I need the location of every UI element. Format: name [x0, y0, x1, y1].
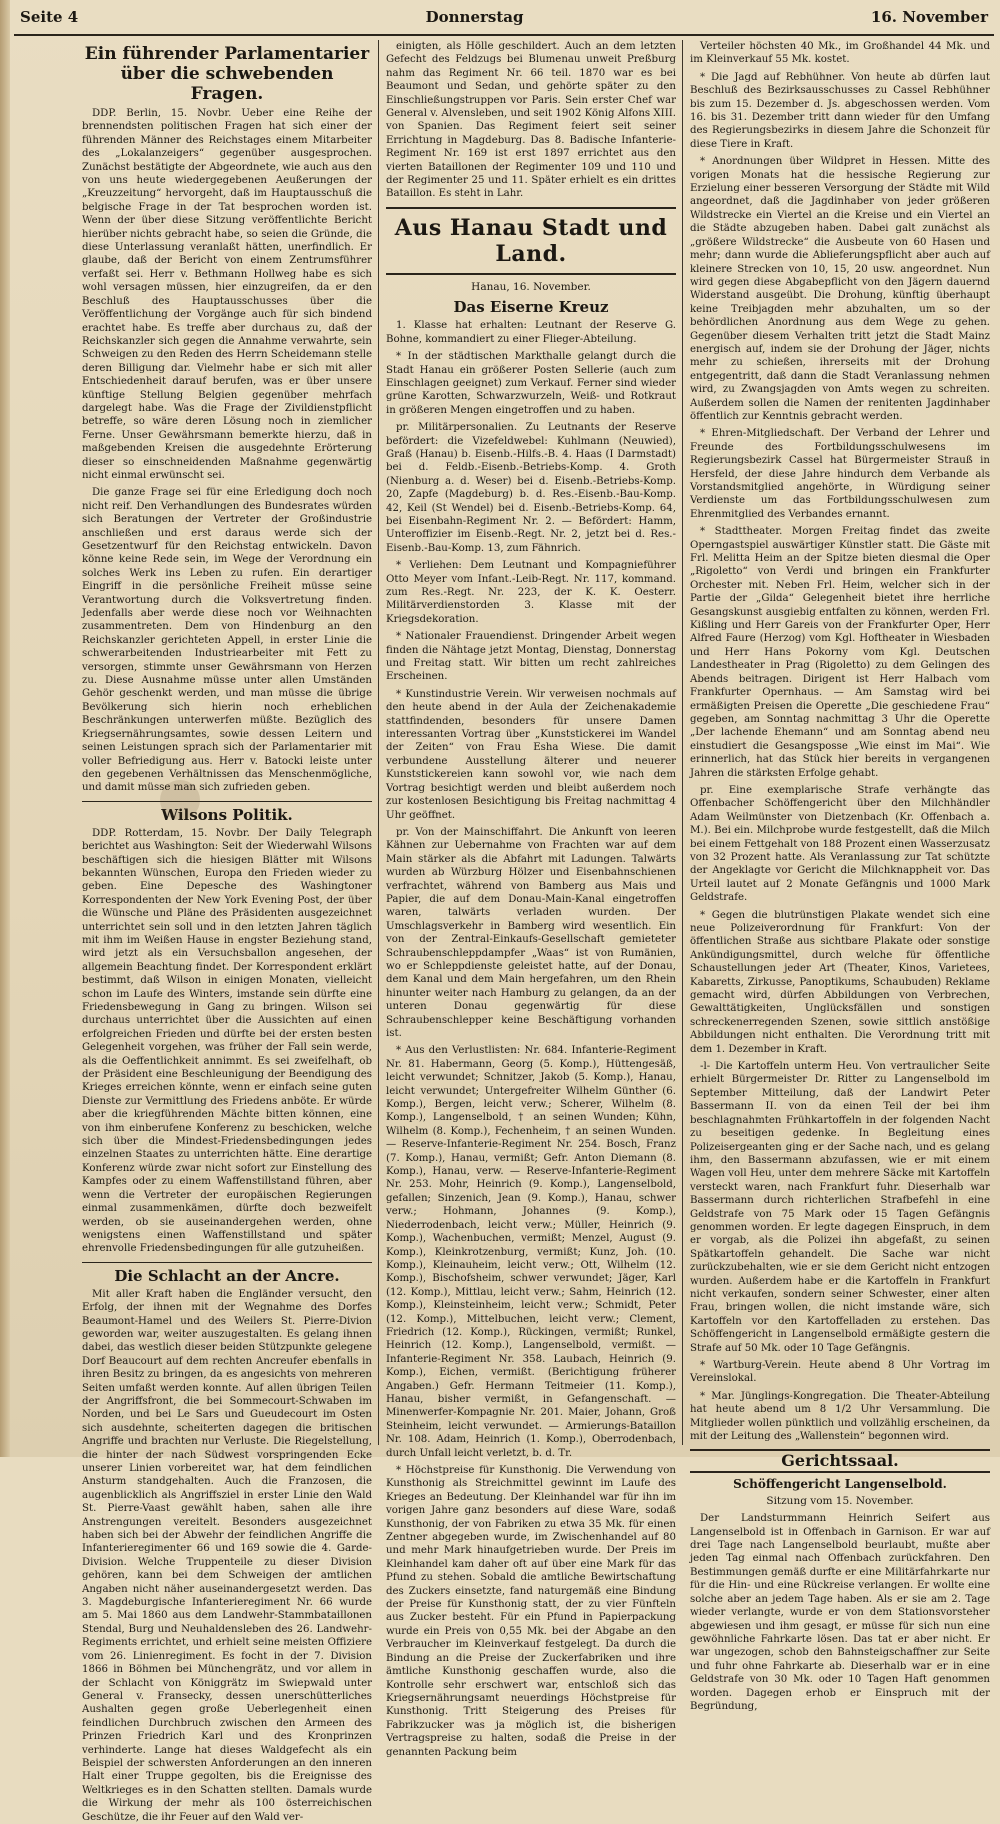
headline-parlamentarier: Ein führender Parlamentarier über die schwebenden Fragen. [84, 44, 370, 104]
article-paragraph: * Gegen die blutrünstigen Plakate wendet sich eine neue Polizeiverordnung für Frankfurt: Von der öffentlichen Straße aus sichtbare Plakate oder sonstige Ankündigungsmittel, durch welche für öffentliche Schaustellungen jeder Art (Theater, Kinos, Varietees, Kabaretts, Zirkusse, Panoptikums, Schaubuden) Reklame gemacht wird, dürfen Abbildungen von Verbrechen, Gewalttätigkeiten, Unglücksfällen und sonstigen schreckenerregenden Szenen, sowie sittlich anstößige Abbildungen nicht enthalten. Die Verordnung tritt mit dem 1. Dezember in Kraft. [690, 909, 990, 1055]
article-paragraph: * Die Jagd auf Rebhühner. Von heute ab dürfen laut Beschluß des Bezirksausschusses zu Cassel Rebhühner bis zum 15. Dezember d. Js. abgeschossen werden. Vom 16. bis 31. Dezember tritt dann wieder für den Umfang des Regierungsbezirks in diesem Jahre die Schonzeit für diese Tiere in Kraft. [690, 71, 990, 150]
article-paragraph: 1. Klasse hat erhalten: Leutnant der Reserve G. Bohne, kommandiert zu einer Flieger-Abteilung. [386, 320, 676, 345]
article-paragraph: * Nationaler Frauendienst. Dringender Arbeit wegen finden die Nähtage jetzt Montag, Dienstag, Donnerstag und Freitag statt. Wir bitten um recht zahlreiches Erscheinen. [386, 631, 676, 683]
article-paragraph: * Verliehen: Dem Leutnant und Kompagnieführer Otto Meyer vom Infant.-Leib-Regt. Nr. 117, kommand. zum Res.-Regt. Nr. 223, der K. K. Oesterr. Militärverdienstorden 3. Klasse mit der Kriegsdekoration. [386, 560, 676, 625]
section-title-hanau: Aus Hanau Stadt und Land. [386, 207, 676, 275]
article-paragraph: Der Landsturmmann Heinrich Seifert aus Langenselbold ist in Offenbach in Garnison. Er war auf drei Tage nach Langenselbold beurlaubt, mußte aber jeden Tag einmal nach Offenbach zurückfahren. Den Bestimmungen gemäß durfte er eine Militärfahrkarte nur für die Hin- und eine Rückreise verlangen. Er wollte eine solche aber an jedem Tage haben. Als er sie am 2. Tage wieder verlangte, wurde er von dem Stationsvorsteher abgewiesen und ihm gesagt, er müsse für sich nun eine gewöhnliche Fahrkarte lösen. Das tat er aber nicht. Er war ungezogen, schob den Bahnsteigschaffner zur Seite und fuhr ohne Fahrkarte ab. Dieserhalb war er in eine Geldstrafe von 30 Mk. oder 10 Tagen Haft genommen worden. Dagegen erhob er Einspruch mit der Begründung, [690, 1513, 990, 1712]
article-paragraph: * Wartburg-Verein. Heute abend 8 Uhr Vortrag im Vereinslokal. [690, 1360, 990, 1385]
session-date: Sitzung vom 15. November. [766, 1494, 914, 1507]
headline-ancre: Die Schlacht an der Ancre. [82, 1262, 372, 1285]
page-header [14, 0, 994, 36]
article-paragraph: * Stadttheater. Morgen Freitag findet das zweite Operngastspiel auswärtiger Künstler statt. Die Gäste mit Frl. Melitta Heim an der Spitze bieten diesmal die Oper „Rigoletto“ von Verdi und bringen ein Frankfurter Orchester mit. Neben Frl. Heim, welcher sich in der Partie der „Gilda“ Gelegenheit bietet ihre herrliche Gesangskunst ausgiebig entfalten zu können, werden Frl. Kißling und Herr Gareis von der Frankfurter Oper, Herr Alfred Faure (Herzog) vom Kgl. Hoftheater in Wiesbaden und Herr Hans Pokorny vom Kgl. Deutschen Landestheater in Prag (Rigoletto) zu dem Gelingen des Abends beitragen. Dirigent ist Herr Halbach vom Frankfurter Opernhaus. — Am Samstag wird bei ermäßigten Preisen die Operette „Die geschiedene Frau“ gegeben, am Sonntag nachmittag 3 Uhr die Operette „Der lachende Ehemann“ und am Sonntag abend neu einstudiert die Gesangsposse „Wie einst im Mai“. Wie erinnerlich, hat das Stück hier bereits in vergangenen Jahren die stärksten Erfolge gehabt. [690, 526, 990, 779]
column-rule [682, 40, 683, 1445]
article-paragraph: * Anordnungen über Wildpret in Hessen. Mitte des vorigen Monats hat die hessische Regierung zur Erzielung einer besseren Versorgung der Städte mit Wild angeordnet, daß die Jagdinhaber von jeder größeren Wildstrecke ein Viertel an die Kreise und ein Viertel an die Städte abzugeben haben. Dabei galt zunächst als „größere Wildstrecke“ die Ausbeute von 60 Hasen und mehr; dann wurde die Ablieferungspflicht aber auch auf kleinere Strecken von 10, 15, 20 usw. angeordnet. Nun wird gegen diese Abgabepflicht von den Jägern dauernd Widerstand ausgeübt. Die Drohung, künftig überhaupt keine Treibjagden mehr abzuhalten, um so der behördlichen Anordnung aus dem Wege zu gehen. Gegenüber diesem Verhalten tritt jetzt die Stadt Mainz energisch auf, indem sie der Drohung der Jäger, nichts mehr zu schießen, ihrerseits mit der Drohung entgegentritt, daß dann die Stadt Veranlassung nehmen wird, zu Zwangsjagden von Amts wegen zu schreiten. Außerdem sollen die Namen der renitenten Jagdinhaber öffentlich zur Kenntnis gebracht werden. [690, 156, 990, 422]
column-3 [690, 40, 990, 1712]
header-date: 16. November [870, 8, 988, 26]
article-paragraph: Verteiler höchsten 40 Mk., im Großhandel 44 Mk. und im Kleinverkauf 55 Mk. kostet. [690, 41, 990, 66]
weekday: Donnerstag [425, 8, 524, 26]
column-1 [82, 40, 372, 1823]
article-paragraph: -l- Die Kartoffeln unterm Heu. Von vertraulicher Seite erhielt Bürgermeister Dr. Ritter zu Langenselbold im September Mitteilung, daß der Landwirt Peter Bassermann II. von da einen Teil der bei ihm beschlagnahmten Frühkartoffeln in der folgenden Nacht zu beseitigen gedenke. In Begleitung eines Polizeisergeanten ging er der Sache nach, und es gelang ihm, den Bassermann abzufassen, wie er mit einem Wagen voll Heu, unter dem mehrere Säcke mit Kartoffeln versteckt waren, nach Frankfurt fuhr. Dieserhalb war Bassermann durch richterlichen Strafbefehl in eine Geldstrafe von 75 Mark oder 15 Tagen Gefängnis genommen worden. Er legte dagegen Einspruch, in dem er vorgab, als die Polizei ihn abgefaßt, zu seinen Spätkartoffeln gehandelt. Die Sache war nicht zurückzubehalten, wie er sie dem Gericht nicht entzogen wurden. Außerdem habe er die Kartoffeln in Frankfurt nicht verkaufen, sondern seiner Schwester, einer alten Frau, bringen wollen, die nicht imstande wäre, sich Kartoffeln vor den Kartoffelladen zu erstehen. Das Schöffengericht in Langenselbold ermäßigte gestern die Strafe auf 50 Mk. oder 10 Tage Gefängnis. [690, 1061, 990, 1354]
column-rule [378, 40, 379, 1445]
article-paragraph: pr. Militärpersonalien. Zu Leutnants der Reserve befördert: die Vizefeldwebel: Kuhlmann (Neuwied), Graß (Hanau) b. Eisenb.-Hilfs.-B. 4. Haas (I Darmstadt) bei d. Feldb.-Eisenb.-Betriebs-Komp. 4. Groth (Nienburg a. d. Weser) bei d. Eisenb.-Betriebs-Komp. 20, Zapfe (Magdeburg) b. d. Res.-Eisenb.-Bau-Komp. 42, Keil (St Wendel) bei d. Eisenb.-Betriebs-Komp. 64, bei Eisenbahn-Regiment Nr. 2. — Befördert: Hamm, Unteroffizier im Eisenb.-Regt. Nr. 2, jetzt bei d. Res.-Eisenb.-Bau-Komp. 13, zum Fähnrich. [386, 422, 676, 554]
dateline: Hanau, 16. November. [471, 280, 591, 293]
column-2 [386, 40, 676, 1758]
article-paragraph: * Mar. Jünglings-Kongregation. Die Theater-Abteilung hat heute abend um 8 1/2 Uhr Versammlung. Die Mitglieder wollen pünktlich und vollzählig erscheinen, da mit der Leitung des „Wallenstein“ begonnen wird. [690, 1390, 990, 1443]
headline-eisernes-kreuz: Das Eiserne Kreuz [453, 298, 609, 317]
article-paragraph: * Kunstindustrie Verein. Wir verweisen nochmals auf den heute abend in der Aula der Zeichenakademie stattfindenden, besonders für unsere Damen interessanten Vortrag über „Kunststickerei im Wandel der Zeiten“ von Frau Esha Wiese. Die damit verbundene Ausstellung älterer und neuerer Kunststickereien kann sowohl vor, wie nach dem Vortrag besichtigt werden und bleibt außerdem noch zur kostenlosen Besichtigung bis Freitag nachmittag 4 Uhr geöffnet. [386, 688, 676, 821]
article-paragraph: DDP. Berlin, 15. Novbr. Ueber eine Reihe der brennendsten politischen Fragen hat sich einer der führenden Männer des Reichstages einem Mitarbeiter des „Lokalanzeigers“ gegenüber ausgesprochen. Zunächst bestätigte der Abgeordnete, wie auch aus den von uns heute wiedergegebenen Aeußerungen der „Kreuzzeitung“ hervorgeht, daß im Hauptausschuß die belgische Frage in der Tat besprochen worden ist. Wenn der über diese Sitzung veröffentlichte Bericht hierüber nichts gebracht habe, so seien die Gründe, die diese Unterlassung veranlaßt hätten, unerfindlich. Er glaube, daß der Bericht von einem Zentrumsführer verfaßt sei. Herr v. Bethmann Hollweg habe es sich wohl versagen müssen, hier einzugreifen, da er den Beschluß des Hauptausschusses über die Veröffentlichung der Vorgänge auch für sich bindend erachtet habe. Es treffe aber durchaus zu, daß der Reichskanzler sich gegen die Annahme verwahrte, sein Schweigen zu den Reden des Herrn Scheidemann stelle deren Billigung dar. Vielmehr habe er sich mit aller Entschiedenheit darauf berufen, was er über unsere künftige Stellung Belgien gegenüber mehrfach dargelegt habe. Was die Frage der Zivildienstpflicht betreffe, so wäre deren Lösung noch in ziemlicher Ferne. Unser Gewährsmann bemerkte hierzu, daß in maßgebenden Kreisen die ausgedehnte Erörterung dieser so einschneidenden Maßnahme gegenwärtig nicht einmal erwünscht sei. [82, 108, 372, 481]
article-paragraph: * Höchstpreise für Kunsthonig. Die Verwendung von Kunsthonig als Streichmittel gewinnt im Laufe des Krieges an Bedeutung. Der Kleinhandel war für ihn im vorigen Jahre ganz besonders auf diese Ware, sodaß Kunsthonig, der von Fabriken zu etwa 35 Mk. für einen Zentner abgegeben wurde, im Zwischenhandel auf 80 und mehr Mark hinaufgetrieben wurde. Der Preis im Kleinhandel kam daher oft auf über eine Mark für das Pfund zu stehen. Sobald die amtliche Bewirtschaftung des Zuckers einsetzte, fand naturgemäß eine Bindung der Preise für Kunsthonig statt, der zu vier Fünfteln aus Zucker besteht. Für ein Pfund in Papierpackung wurde ein Preis von 0,55 Mk. bei der Abgabe an den Verbraucher im Kleinverkauf festgelegt. Da durch die Bindung an die Preise der Zuckerfabriken und ihre ämtliche Kunsthonig geschaffen wurde, also die Kontrolle sehr erschwert war, entschloß sich das Kriegsernährungsamt neuerdings Höchstpreise für Kunsthonig. Tritt Steigerung des Preises für Fabrikzucker was ja möglich ist, die bisherigen Vertragspreise zu halten, sodaß die Preise in der genannten Packung beim [386, 1465, 676, 1758]
paper-stain [160, 780, 200, 820]
article-paragraph: * In der städtischen Markthalle gelangt durch die Stadt Hanau ein größerer Posten Sellerie (auch zum Einschlagen geeignet) zum Verkauf. Ferner sind wieder grüne Karotten, Schwarzwurzeln, Weiß- und Rotkraut in größeren Mengen eingetroffen und zu haben. [386, 351, 676, 416]
article-paragraph: einigten, als Hölle geschildert. Auch an dem letzten Gefecht des Feldzugs bei Blumenau unweit Preßburg nahm das Regiment Nr. 66 teil. 1870 war es bei Beaumont und Sedan, und gehörte später zu den Einschließungstruppen vor Paris. Sein erster Chef war General v. Alvensleben, und seit 1902 König Alfons XIII. von Spanien. Das Regiment feiert seit seiner Errichtung in Magdeburg. Das 8. Badische Infanterie-Regiment Nr. 169 ist erst 1897 errichtet aus den vierten Bataillonen der Regimenter 109 und 110 und der Regimenter 25 und 11. Später erhielt es ein drittes Bataillon. Es steht in Lahr. [386, 41, 676, 200]
page-number: Seite 4 [20, 8, 79, 26]
article-paragraph: pr. Eine exemplarische Strafe verhängte das Offenbacher Schöffengericht über den Milchhändler Adam Weilmünster von Dietzenbach (Kr. Offenbach a. M.). Bei ein. Milchprobe wurde festgestellt, daß die Milch bei einem Fettgehalt von 188 Prozent einen Wasserzusatz von 32 Prozent hatte. Als Veranlassung zur Tat schützte der Angeklagte vor Gericht die Milchknappheit vor. Das Urteil lautet auf 2 Monate Gefängnis und 1000 Mark Geldstrafe. [690, 784, 990, 904]
article-paragraph: * Ehren-Mitgliedschaft. Der Verband der Lehrer und Freunde des Fortbildungsschulwesens im Regierungsbezirk Cassel hat Bürgermeister Strauß in Hersfeld, der diese Jahre hindurch dem Verbande als Vorstandsmitglied angehörte, in Würdigung seiner Verdienste um das Fortbildungsschulwesen zum Ehrenmitglied des Verbandes ernannt. [690, 428, 990, 520]
page-edge [0, 0, 10, 1457]
article-paragraph: pr. Von der Mainschiffahrt. Die Ankunft von leeren Kähnen zur Uebernahme von Frachten war auf dem Main stärker als die Abfahrt mit Ladungen. Talwärts wurden ab Würzburg Hölzer und Eisenbahnschienen verfrachtet, während von Bamberg aus Mais und Papier, die auf dem Donau-Main-Kanal eingetroffen waren, talwärts verladen wurden. Der Umschlagsverkehr in Bamberg wird wesentlich. Ein von der Zentral-Einkaufs-Gesellschaft gemieteter Schraubenschleppdampfer „Waas“ ist von Rumänien, wo er Schleppdienste geleistet hatte, auf der Donau, dem Kanal und dem Main hergefahren, um den Rhein hinunter weiter nach Hamburg zu gelangen, da an der unteren Donau gegenwärtig für diese Schraubenschlepper keine Beschäftigung vorhanden ist. [386, 826, 676, 1039]
article-paragraph: DDP. Rotterdam, 15. Novbr. Der Daily Telegraph berichtet aus Washington: Seit der Wiederwahl Wilsons beschäftigen sich die hiesigen Blätter mit Wilsons bekannten Wünschen, Europa den Frieden wieder zu geben. Eine Depesche des Washingtoner Korrespondenten der New York Evening Post, der über die Wünsche und Pläne des Präsidenten ausgezeichnet unterrichtet sein soll und in den letzten Jahren täglich mit ihm im Weißen Hause in engster Beziehung stand, wird jetzt als ein Versuchsballon angesehen, der allgemein Beachtung findet. Der Korrespondent erklärt bestimmt, daß Wilson in einigen Monaten, vielleicht schon im Laufe des Winters, imstande sein dürfte eine Friedensbewegung in Gang zu bringen. Wilson sei durchaus unterrichtet über die Aussichten auf einen erfolgreichen Frieden und dürfte bei der ersten besten Gelegenheit vorgehen, was früher der Fall sein werde, als die Oeffentlichkeit annimmt. Es sei zweifelhaft, ob der Präsident eine Beschleunigung der Beendigung des Krieges erreichen könnte, wenn er einfach seine guten Dienste zur Vermittlung des Friedens anböte. Er würde aber die kriegführenden Mächte bitten können, eine von ihm einberufene Konferenz zu beschicken, welche sich über die Mindest-Friedensbedingungen jedes einzelnen Staates zu unterrichten hätte. Eine derartige Konferenz würde zwar nicht sofort zur Einstellung des Kampfes oder zu einem Waffenstillstand führen, aber wenn die Vertreter der europäischen Regierungen einmal zusammenkämen, dürfte doch bezweifelt werden, ob sie auseinandergehen werden, ohne wenigstens einen Waffenstillstand und später ehrenvolle Friedensbedingungen für alle gutzuheißen. [82, 827, 372, 1255]
subheadline-schoeffengericht: Schöffengericht Langenselbold. [733, 1476, 947, 1491]
article-paragraph: * Aus den Verlustlisten: Nr. 684. Infanterie-Regiment Nr. 81. Habermann, Georg (5. Komp.), Hüttengesäß, leicht verwundet; Schnitzer, Jakob (5. Komp.), Hanau, leicht verwundet; Untergefreiter Wilhelm Günther (6. Komp.), Bergen, leicht verw.; Scherer, Wilhelm (8. Komp.), Langenselbold, † an seinen Wunden; Kühn, Wilhelm (8. Komp.), Fechenheim, † an seinen Wunden. — Reserve-Infanterie-Regiment Nr. 254. Bosch, Franz (7. Komp.), Hanau, vermißt; Gefr. Anton Diemann (8. Komp.), Hanau, verw. — Reserve-Infanterie-Regiment Nr. 253. Mohr, Heinrich (9. Komp.), Langenselbold, gefallen; Sinzenich, Jean (9. Komp.), Hanau, schwer verw.; Hohmann, Johannes (9. Komp.), Niederrodenbach, leicht verw.; Müller, Heinrich (9. Komp.), Wachenbuchen, vermißt; Menzel, August (9. Komp.), Kleinkrotzenburg, vermißt; Kunz, Joh. (10. Komp.), Kleinauheim, leicht verw.; Ott, Wilhelm (12. Komp.), Bischofsheim, schwer verwundet; Jäger, Karl (12. Komp.), Mittlau, leicht verw.; Sahm, Heinrich (12. Komp.), Kleinsteinheim, leicht verw.; Schmidt, Peter (12. Komp.), Mittelbuchen, leicht verw.; Clement, Friedrich (12. Komp.), Rückingen, vermißt; Runkel, Heinrich (12. Komp.), Langenselbold, vermißt. — Infanterie-Regiment Nr. 358. Laubach, Heinrich (9. Komp.), Eichen, vermißt. (Berichtigung früherer Angaben.) Gefr. Hermann Teitmeier (11. Komp.), Hanau, bisher vermißt, in Gefangenschaft. — Minenwerfer-Kompagnie Nr. 201. Maier, Johann, Groß Steinheim, leicht verwundet. — Armierungs-Bataillon Nr. 108. Adam, Heinrich (1. Komp.), Oberrodenbach, durch Unfall leicht verletzt, b. d. Tr. [386, 1045, 676, 1459]
article-paragraph: Die ganze Frage sei für eine Erledigung doch noch nicht reif. Den Verhandlungen des Bundesrates würden sich Beratungen der Vertreter der Großindustrie anschließen und erst daraus werde sich der Gesetzentwurf für den Reichstag entwickeln. Davon könne keine Rede sein, im Wege der Verordnung ein solches Werk ins Leben zu rufen. Ein derartiger Eingriff in die persönliche Freiheit müsse seine Verantwortung durch die Volksvertretung finden. Jedenfalls aber werde diese noch vor Weihnachten zusammentreten. Dem von Hindenburg an den Reichskanzler gerichteten Appell, in erster Linie die schwerarbeitenden Industriearbeiter mit Fett zu versorgen, stimmte unser Gewährsmann von Herzen zu. Diese Ausnahme müsse unter allen Umständen Gehör geschenkt werden, und man müsse die übrige Bevölkerung sich hierin noch erheblichen Beschränkungen unterwerfen müßte. Bezüglich des Kriegsernährungsamtes, sowie dessen Leitern und seinen Leistungen sprach sich der Parlamentarier mit voller Befriedigung aus. Herr v. Batocki leiste unter den gegebenen Verhältnissen das Menschenmögliche, und damit müsse man sich zufrieden geben. [82, 487, 372, 794]
section-title-gerichtssaal: Gerichtssaal. [690, 1449, 990, 1472]
article-paragraph: Mit aller Kraft haben die Engländer versucht, den Erfolg, der ihnen mit der Wegnahme des Dorfes Beaumont-Hamel und des Weilers St. Pierre-Divion geworden war, weiter auszugestalten. Es gelang ihnen dabei, das westlich dieser beiden Stützpunkte gelegene Dorf Beaucourt auf dem rechten Ancreufer ebenfalls in ihren Besitz zu bringen, da es angesichts von mehreren Seiten umfaßt werden konnte. Auf allen übrigen Teilen der Angriffsfront, die bei Sommecourt-Schwaben im Norden, und bei Le Sars und Gueudecourt im Osten sich ausdehnte, scheiterten dagegen die britischen Angriffe und brachten nur Verluste. Die Riegelstellung, die hinter der nach Südwest vorspringenden Ecke unserer Linien vorbereitet war, hat dem feindlichen Ansturm standgehalten. Auch die Franzosen, die augenblicklich als Angriffsziel in erster Linie den Wald St. Pierre-Vaast gewählt haben, sahen alle ihre Anstrengungen vereitelt. Besonders ausgezeichnet haben sich bei der Abwehr der feindlichen Angriffe die Infanterieregimenter 66 und 169 sowie die 4. Garde-Division. Welche Truppenteile zu dieser Division gehören, kann bei dem Schweigen der amtlichen Angaben nicht näher auseinandergesetzt werden. Das 3. Magdeburgische Infanterieregiment Nr. 66 wurde am 5. Mai 1860 aus dem Landwehr-Stammbataillonen Stendal, Burg und Neuhaldensleben des 26. Landwehr-Regiments errichtet, und erhielt seine meisten Offiziere vom 26. Linienregiment. Es focht in der 7. Division 1866 in Böhmen bei Münchengrätz, und vor allem in der Schlacht von Königgrätz im Swiepwald unter General v. Fransecky, dessen unerschütterliches Aushalten gegen große Ueberlegenheit einen feindlichen Durchbruch zwischen den Armeen des Prinzen Friedrich Karl und des Kronprinzen verhinderte. Lange hat dieses Waldgefecht als ein Beispiel der schwersten Anforderungen an den inneren Halt einer Truppe gegolten, bis die Ereignisse des Weltkrieges es in den Schatten stellten. Damals wurde die Wirkung der mehr als 100 österreichischen Geschütze, die ihr Feuer auf den Wald ver- [82, 1288, 372, 1823]
headline-wilson: Wilsons Politik. [82, 801, 372, 824]
